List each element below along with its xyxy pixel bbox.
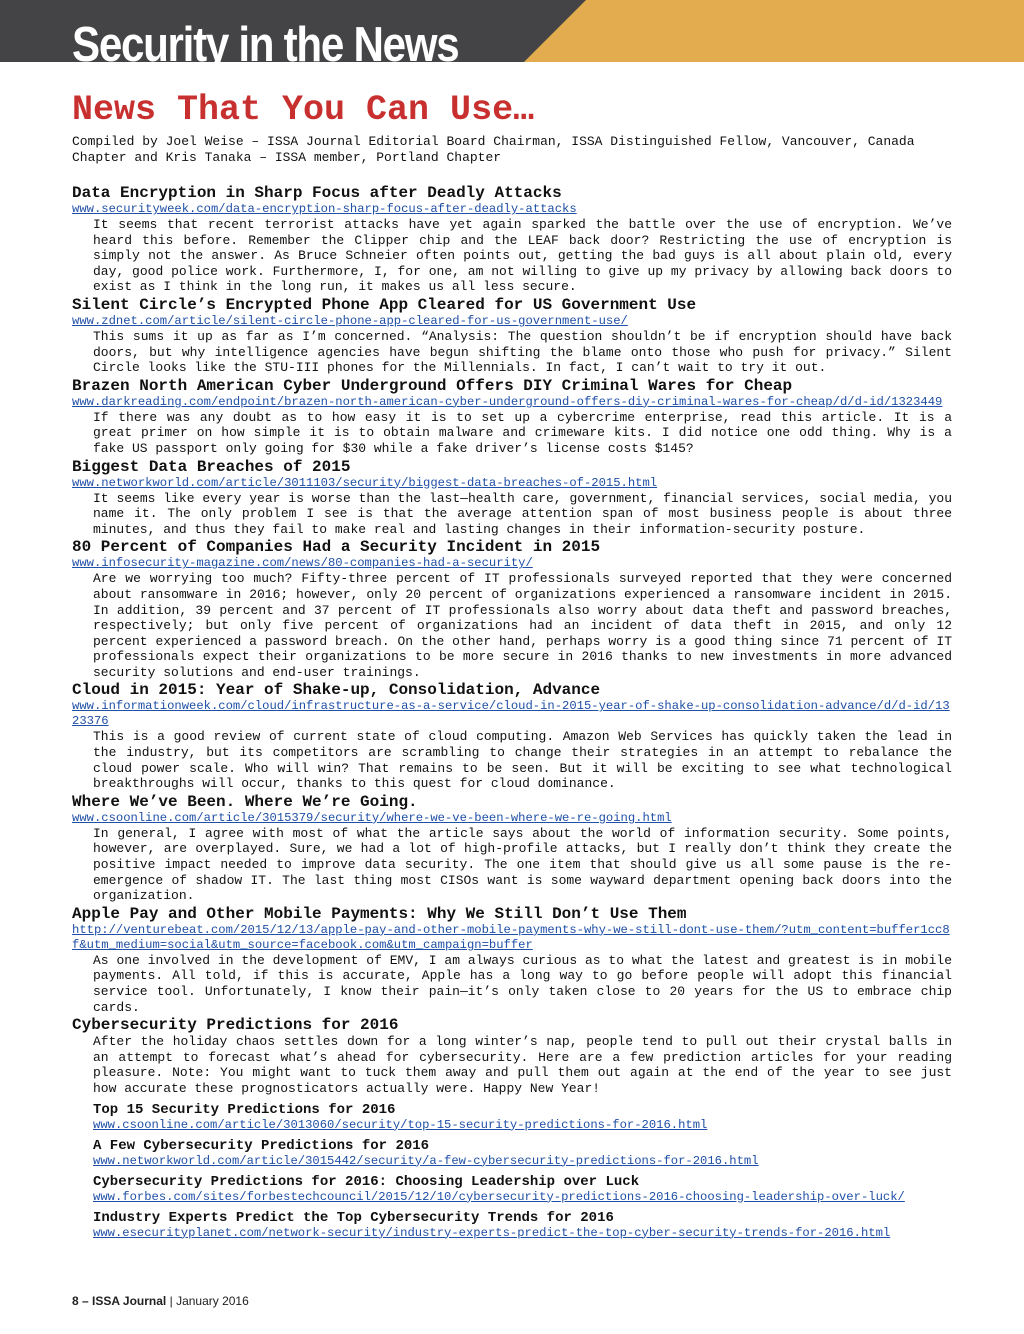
predictions-body: After the holiday chaos settles down for a long winter’s nap, people tend to pull out their crystal balls in an attempt to forecast what’s ahead for cybersecurity. Here are a few prediction articles for your reading pleasure. Note: You might want to tuck them away and pull them out again at the end of the year to see just how accurate these prognosticators actually were. Happy New Year!: [93, 1034, 952, 1096]
article-body: If there was any doubt as to how easy it is to set up a cybercrime enterprise, read this article. It is a great primer on how simple it is to obtain malware and crimeware kits. I did notice one odd thing. Why is a fake US passport only going for $30 while a fake driver’s license costs $145?: [93, 409, 952, 456]
prediction-title: A Few Cybersecurity Predictions for 2016: [93, 1137, 430, 1154]
article-title: Brazen North American Cyber Underground Offers DIY Criminal Wares for Cheap: [72, 376, 793, 395]
section-title: Security in the News: [72, 18, 459, 72]
article-link[interactable]: www.zdnet.com/article/silent-circle-phone-app-cleared-for-us-government-use/: [72, 313, 628, 328]
article-body: This is a good review of current state of cloud computing. Amazon Web Services has quickly taken the lead in the industry, but its competitors are scrambling to change their strategies in an attempt to rebalance the cloud power scale. Who will win? That remains to be seen. But it will be exciting to see what technological breakthroughs will occur, thanks to this quest for cloud dominance.: [93, 729, 952, 792]
article-title: Apple Pay and Other Mobile Payments: Why We Still Don’t Use Them: [72, 904, 687, 923]
footer-page: 8 – ISSA Journal: [72, 1294, 167, 1308]
article-body: Are we worrying too much? Fifty-three percent of IT professionals surveyed reported that they were concerned about ransomware in 2016; however, only 20 percent of organizations experienced a ransomware incident in 2015. In addition, 39 percent and 37 percent of IT professionals also worry about data theft and password breaches, respectively; but only five percent of organizations had an incident of data theft in 2015, and only 12 percent experienced a password breach. On the other hand, perhaps worry is a good thing since 71 percent of IT professionals expect their organizations to be more secure in 2016 thanks to new investments in more advanced security solutions and end-user trainings.: [93, 571, 952, 680]
prediction-item: [93, 1174, 952, 1205]
article: [72, 539, 952, 680]
article-link[interactable]: www.csoonline.com/article/3015379/security/where-we-ve-been-where-we-re-going.html: [72, 810, 672, 825]
prediction-link[interactable]: www.esecurityplanet.com/network-security/industry-experts-predict-the-top-cyber-security-trends-for-2016.html: [93, 1225, 891, 1240]
article: [72, 185, 952, 295]
article-title: Biggest Data Breaches of 2015: [72, 457, 351, 476]
article-link[interactable]: www.informationweek.com/cloud/infrastructure-as-a-service/cloud-in-2015-year-of-shake-up-consolidation-advance/d/d-id/1323376: [72, 699, 950, 729]
prediction-title: Industry Experts Predict the Top Cybersecurity Trends for 2016: [93, 1209, 614, 1226]
predictions-section: [72, 1017, 952, 1240]
article-body: It seems like every year is worse than the last—health care, government, financial services, social media, you name it. The only problem I see is that the average attention span of most business people is about three minutes, and thus they fail to make real and lasting changes in their information-security posture.: [93, 490, 952, 537]
prediction-title: Cybersecurity Predictions for 2016: Choosing Leadership over Luck: [93, 1173, 640, 1190]
article: [72, 459, 952, 538]
prediction-title: Top 15 Security Predictions for 2016: [93, 1101, 396, 1118]
article: [72, 682, 952, 791]
article-title: Data Encryption in Sharp Focus after Deadly Attacks: [72, 184, 562, 202]
prediction-link[interactable]: www.csoonline.com/article/3013060/security/top-15-security-predictions-for-2016.html: [93, 1117, 708, 1132]
footer-date: January 2016: [176, 1294, 249, 1308]
prediction-link[interactable]: www.networkworld.com/article/3015442/security/a-few-cybersecurity-predictions-for-2016.html: [93, 1153, 759, 1168]
article-title: Where We’ve Been. Where We’re Going.: [72, 792, 418, 811]
page-banner: [0, 0, 1024, 72]
article-title: Silent Circle’s Encrypted Phone App Cleared for US Government Use: [72, 295, 697, 314]
article: [72, 297, 952, 376]
article-link[interactable]: www.infosecurity-magazine.com/news/80-companies-had-a-security/: [72, 556, 533, 571]
article-body: It seems that recent terrorist attacks have yet again sparked the battle over the use of encryption. We’ve heard this before. Remember the Clipper chip and the LEAF back door? Restricting the use of encryption is simply not the answer. As Bruce Schneier often points out, getting the bad guys is all about plain old, every day, good police work. Furthermore, I, for one, am not willing to give up my privacy by allowing back doors to exist as I think in the long run, it makes us all less secure.: [93, 217, 952, 295]
article: [72, 378, 952, 457]
article-body: This sums it up as far as I’m concerned. “Analysis: The question shouldn’t be if encryption should have back doors, but why intelligence agencies have begun shifting the blame onto those who push for privacy.” Silent Circle looks like the STU-III phones for the Millennials. In fact, I can’t wait to try it out.: [93, 328, 952, 376]
prediction-item: [93, 1138, 952, 1169]
article-link[interactable]: www.darkreading.com/endpoint/brazen-north-american-cyber-underground-offers-diy-criminal-wares-for-cheap/d/d-id/1323449: [72, 394, 943, 409]
article-link[interactable]: www.networkworld.com/article/3011103/security/biggest-data-breaches-of-2015.html: [72, 475, 658, 490]
prediction-item: [93, 1210, 952, 1241]
article-body: In general, I agree with most of what the article says about the world of information security. Some points, however, are overplayed. Sure, we had a lot of high-profile attacks, but I really don’t think they create the positive impact needed to improve data security. The one item that should give us all some pause is the re-emergence of shadow IT. The last thing most CISOs want is some wayward department opening back doors into the organization.: [93, 825, 952, 904]
article-title: Cloud in 2015: Year of Shake-up, Consolidation, Advance: [72, 681, 601, 700]
article-body: As one involved in the development of EMV, I am always curious as to what the latest and greatest is in mobile payments. All told, if this is accurate, Apple has a long way to go before people will adopt this financial service tool. Unfortunately, I know their pain—it’s only taken close to 20 years for the US to embrace chip cards.: [93, 952, 952, 1015]
article: [72, 794, 952, 904]
predictions-title: Cybersecurity Predictions for 2016: [72, 1016, 399, 1035]
footer-separator: |: [166, 1294, 177, 1308]
article-title: 80 Percent of Companies Had a Security Incident in 2015: [72, 538, 601, 557]
article: [72, 906, 952, 1015]
main-content: [72, 88, 952, 1243]
compiled-by: Compiled by Joel Weise – ISSA Journal Editorial Board Chairman, ISSA Distinguished Fellow, Vancouver, Canada Chapter and Kris Tanaka – ISSA member, Portland Chapter: [72, 134, 915, 165]
banner-gold-band: [524, 0, 1024, 62]
article-link[interactable]: www.securityweek.com/data-encryption-sharp-focus-after-deadly-attacks: [72, 202, 577, 216]
prediction-item: [93, 1102, 952, 1133]
page-headline: News That You Can Use…: [72, 90, 535, 130]
page-footer: [72, 1294, 249, 1308]
article-link[interactable]: http://venturebeat.com/2015/12/13/apple-pay-and-other-mobile-payments-why-we-still-dont-use-them/?utm_content=buffer1cc8f&utm_medium=social&utm_source=facebook.com&utm_campaign=buffer: [72, 922, 950, 952]
prediction-link[interactable]: www.forbes.com/sites/forbestechcouncil/2015/12/10/cybersecurity-predictions-2016-choosing-leadership-over-luck/: [93, 1189, 905, 1204]
